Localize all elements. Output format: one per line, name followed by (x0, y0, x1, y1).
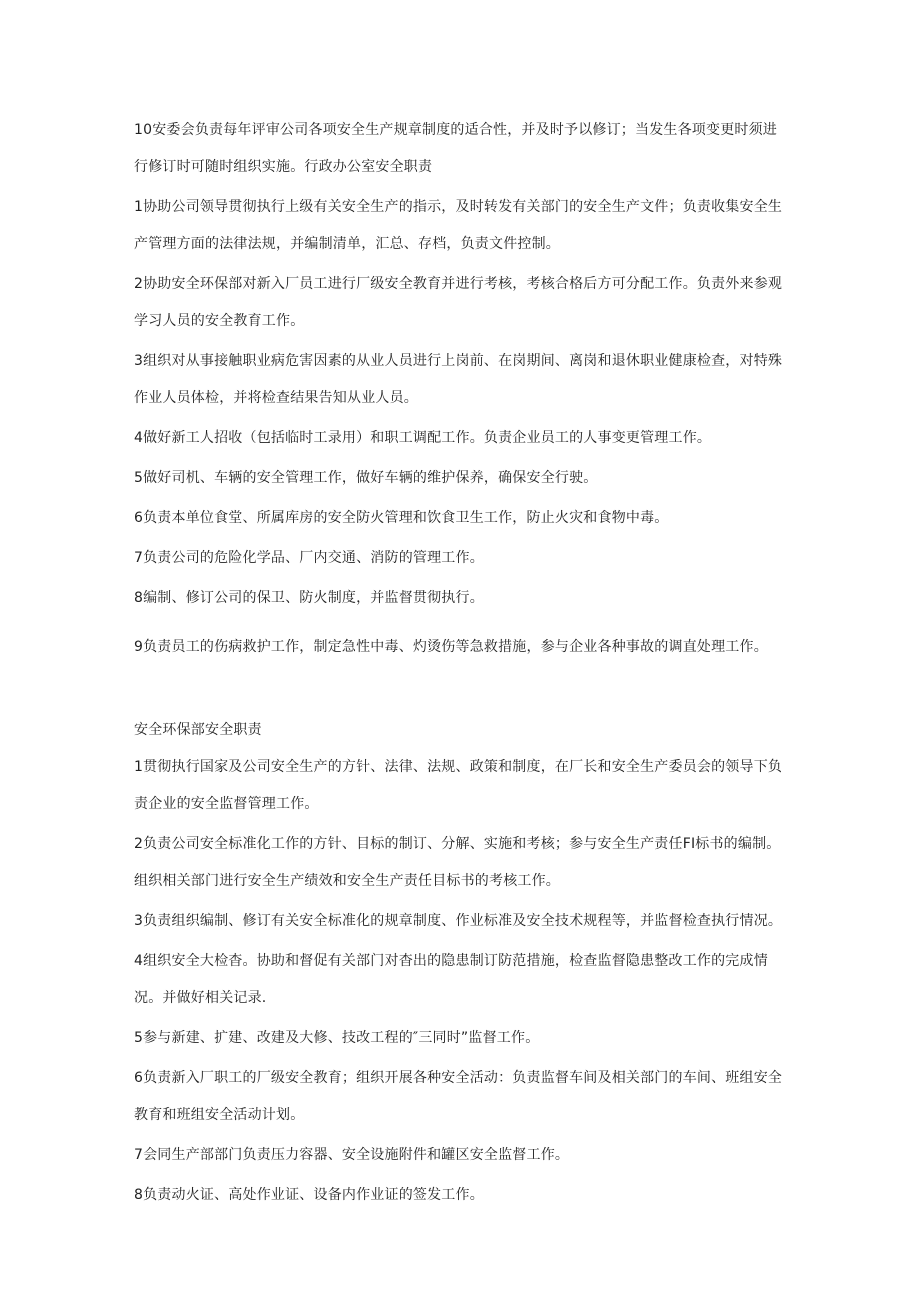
paragraph-admin-3: 3组织对从事接触职业病危害因素的从业人员进行上岗前、在岗期间、离岗和退休职业健康检查，对特殊作业人员体检，并将检查结果告知从业人员。 (134, 353, 783, 406)
paragraph-admin-4: 4做好新工人招收（包括临时工录用）和职工调配工作。负责企业员工的人事变更管理工作。 (134, 430, 712, 446)
paragraph-10-safety-committee: 10安委会负责每年评审公司各项安全生产规章制度的适合性，并及时予以修订；当发生各项变更时须进行修订时可随时组织实施。行政办公室安全职责 (134, 122, 778, 175)
paragraph-admin-1: 1协助公司领导贯彻执行上级有关安全生产的指示，及时转发有关部门的安全生产文件；负责收集安全生产管理方面的法律法规，并编制清单，汇总、存档，负责文件控制。 (134, 199, 783, 252)
paragraph-admin-7: 7负责公司的危险化学品、厂内交通、消防的管理工作。 (134, 550, 484, 566)
paragraph-safety-2: 2负责公司安全标准化工作的方针、目标的制订、分解、实施和考核；参与安全生产责任FI标书的编制。组织相关部门进行安全生产绩效和安全生产责任目标书的考核工作。 (134, 836, 781, 889)
document-page (134, 112, 784, 1214)
section-heading-safety-env-dept: 安全环保部安全职责 (134, 722, 262, 738)
paragraph-admin-9: 9负责员工的伤病救护工作，制定急性中毒、灼烫伤等急救措施，参与企业各种事故的调直处理工作。 (134, 639, 768, 655)
paragraph-safety-3: 3负责组织编制、修订有关安全标准化的规章制度、作业标准及安全技术规程等，并监督检查执行情况。 (134, 913, 783, 929)
paragraph-admin-2: 2协助安全环保部对新入厂员工进行厂级安全教育并进行考核，考核合格后方可分配工作。负责外来参观学习人员的安全教育工作。 (134, 276, 783, 329)
paragraph-safety-6: 6负责新入厂职工的厂级安全教育；组织开展各种安全活动：负责监督车间及相关部门的车间、班组安全教育和班组安全活动计划。 (134, 1070, 783, 1123)
paragraph-admin-5: 5做好司机、车辆的安全管理工作，做好车辆的维护保养，确保安全行驶。 (134, 470, 598, 486)
paragraph-safety-5: 5参与新建、扩建、改建及大修、技改工程的″三同时”监督工作。 (134, 1030, 540, 1046)
paragraph-admin-8: 8编制、修订公司的保卫、防火制度，并监督贯彻执行。 (134, 590, 484, 606)
paragraph-safety-1: 1贯彻执行国家及公司安全生产的方针、法律、法规、政策和制度，在厂长和安全生产委员会的领导下负责企业的安全监督管理工作。 (134, 759, 783, 812)
paragraph-admin-6: 6负责本单位食堂、所属库房的安全防火管理和饮食卫生工作，防止火灾和食物中毒。 (134, 510, 669, 526)
paragraph-safety-4: 4组织安全大检杳。协助和督促有关部门对杳出的隐患制订防范措施，检查监督隐患整改工作的完成情况。并做好相关记录. (134, 953, 768, 1006)
paragraph-safety-7: 7会同生产部部门负责压力容器、安全设施附件和罐区安全监督工作。 (134, 1147, 570, 1163)
paragraph-safety-8: 8负责动火证、高处作业证、设备内作业证的签发工作。 (134, 1187, 484, 1203)
